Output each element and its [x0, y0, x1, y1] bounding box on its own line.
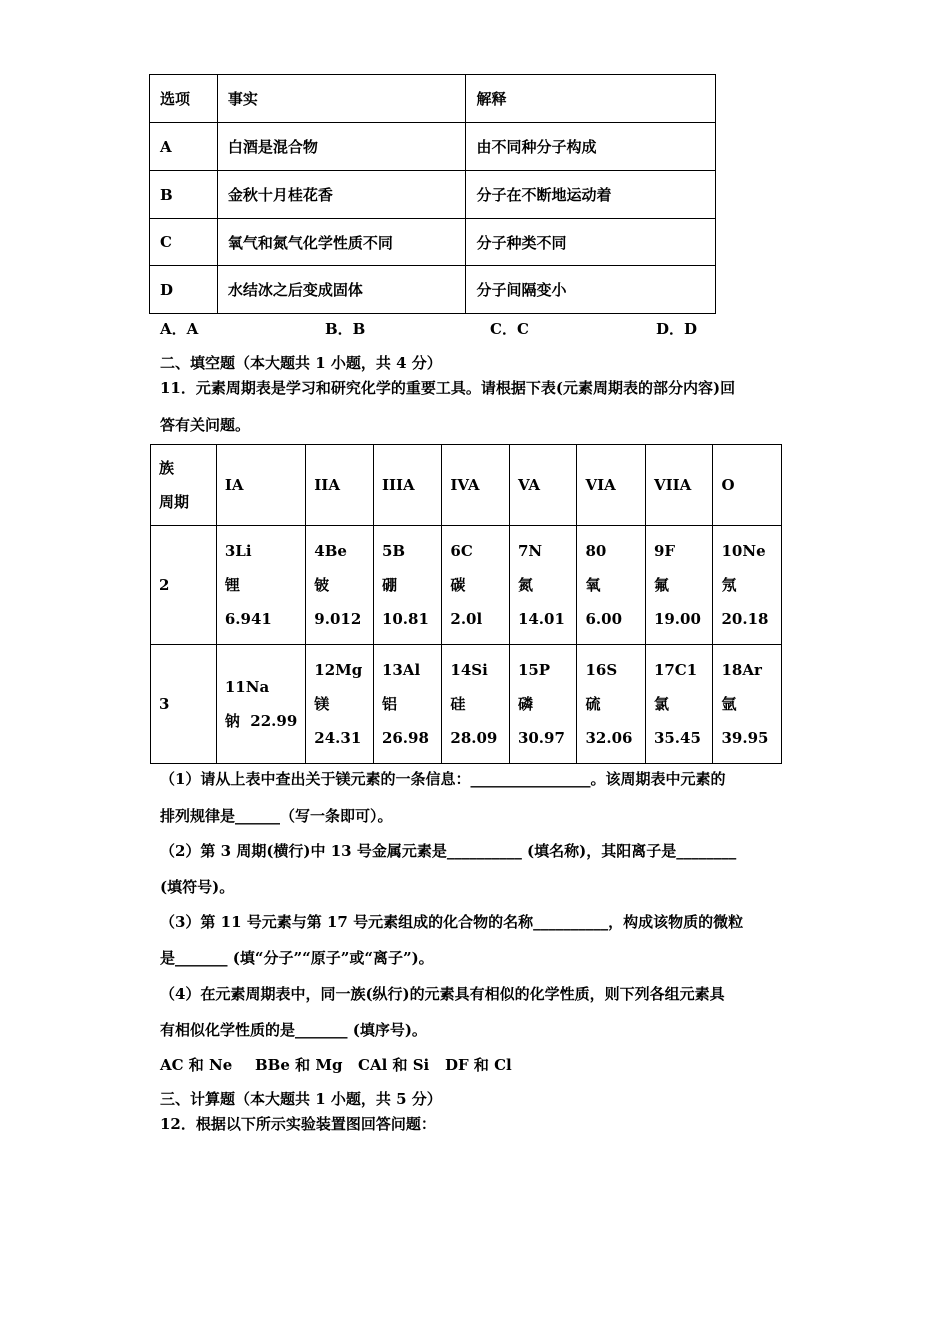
section3-title: 三、计算题（本大题共 1 小题，共 5 分）: [160, 1090, 442, 1108]
element-name: 氟: [653, 576, 669, 594]
sub-question-4-line1: （4）在元素周期表中，同一族(纵行)的元素具有相似的化学性质，则下列各组元素具: [160, 985, 725, 1003]
option-cell: D: [150, 266, 218, 314]
element-symbol: 9F: [653, 542, 676, 560]
element-symbol: 11Na: [224, 678, 270, 696]
fact-cell: 金秋十月桂花香: [217, 171, 466, 219]
element-name: 碳: [450, 576, 466, 594]
corner-period-label: 周期: [159, 493, 190, 511]
element-mass: 35.45: [653, 729, 701, 747]
table-row: [150, 171, 716, 219]
element-cell: [442, 526, 510, 645]
element-symbol: 5B: [381, 542, 406, 560]
choice-a: AC 和 Ne: [160, 1056, 233, 1074]
element-name: 氯: [653, 695, 669, 713]
element-name: 硅: [450, 695, 466, 713]
explanation-cell: 由不同种分子构成: [466, 123, 716, 171]
header-explanation: 解释: [466, 75, 716, 123]
element-symbol: 13Al: [381, 661, 421, 679]
element-symbol: 18Ar: [721, 661, 762, 679]
corner-group-label: 族: [159, 459, 175, 477]
q11-stem-line2: 答有关问题。: [160, 416, 251, 434]
element-cell: [713, 645, 782, 764]
element-name: 铍: [314, 576, 330, 594]
element-name: 铝: [381, 695, 397, 713]
element-name: 硫: [585, 695, 601, 713]
table-header-row: [150, 75, 716, 123]
header-option: 选项: [150, 75, 218, 123]
option-a: A．A: [160, 320, 199, 338]
group-header: IVA: [442, 445, 510, 526]
periodic-table: [150, 444, 782, 764]
option-cell: C: [150, 219, 218, 266]
element-mass: 20.18: [721, 610, 769, 628]
element-mass: 6.941: [224, 610, 272, 628]
sub-question-3-line1: （3）第 11 号元素与第 17 号元素组成的化合物的名称__________，构成该物质的微粒: [160, 913, 744, 931]
choice-c: CAl 和 Si: [358, 1056, 430, 1074]
fact-cell: 白酒是混合物: [217, 123, 466, 171]
period-row: [151, 645, 782, 764]
element-symbol: 3Li: [224, 542, 252, 560]
element-cell: [442, 645, 510, 764]
q11-stem-line1: 11．元素周期表是学习和研究化学的重要工具。请根据下表(元素周期表的部分内容)回: [160, 379, 736, 397]
element-name: 镁: [314, 695, 330, 713]
element-cell: [509, 645, 577, 764]
choice-b: BBe 和 Mg: [255, 1056, 343, 1074]
fact-cell: 氧气和氮气化学性质不同: [217, 219, 466, 266]
element-mass: 28.09: [450, 729, 498, 747]
element-mass: 14.01: [517, 610, 565, 628]
element-symbol: 10Ne: [721, 542, 766, 560]
explanation-cell: 分子种类不同: [466, 219, 716, 266]
element-mass: 6.00: [585, 610, 623, 628]
explanation-cell: 分子间隔变小: [466, 266, 716, 314]
period-row: [151, 526, 782, 645]
element-mass: 10.81: [381, 610, 429, 628]
element-cell: [216, 526, 305, 645]
table-row: [150, 219, 716, 266]
element-mass: 39.95: [721, 729, 769, 747]
group-header: O: [713, 445, 782, 526]
header-fact: 事实: [217, 75, 466, 123]
element-symbol: 6C: [450, 542, 473, 560]
group-header-row: [151, 445, 782, 526]
option-c: C．C: [490, 320, 529, 338]
element-symbol: 4Be: [314, 542, 347, 560]
element-mass: 26.98: [381, 729, 429, 747]
option-cell: A: [150, 123, 218, 171]
explanation-cell: 分子在不断地运动着: [466, 171, 716, 219]
element-cell: [373, 526, 441, 645]
element-cell: [373, 645, 441, 764]
element-cell: [713, 526, 782, 645]
element-cell: [509, 526, 577, 645]
sub-question-1-line1: （1）请从上表中查出关于镁元素的一条信息：________________。该周期表中元素的: [160, 770, 726, 788]
element-name: 氩: [721, 695, 737, 713]
element-cell: [216, 645, 305, 764]
element-mass: 30.97: [517, 729, 565, 747]
sub-question-2-line1: （2）第 3 周期(横行)中 13 号金属元素是__________ (填名称)，其阳离子是________: [160, 842, 737, 860]
element-name: 磷: [517, 695, 533, 713]
element-name: 锂: [224, 576, 240, 594]
group-header: IIIA: [373, 445, 441, 526]
element-cell: [645, 526, 713, 645]
group-header: IIA: [306, 445, 374, 526]
sub-question-3-line2: 是_______ (填“分子”“原子”或“离子”)。: [160, 949, 434, 967]
element-symbol: 16S: [585, 661, 618, 679]
element-mass: 24.31: [314, 729, 362, 747]
element-cell: [645, 645, 713, 764]
sub-question-1-line2: 排列规律是______（写一条即可）。: [160, 807, 393, 825]
element-cell: [306, 526, 374, 645]
option-d: D．D: [656, 320, 698, 338]
group-header: IA: [216, 445, 305, 526]
q12-stem: 12．根据以下所示实验装置图回答问题：: [160, 1115, 436, 1133]
facts-explanation-table: [149, 74, 716, 314]
element-name: 氖: [721, 576, 737, 594]
element-cell: [306, 645, 374, 764]
element-mass: 2.0l: [450, 610, 483, 628]
element-symbol: 12Mg: [314, 661, 363, 679]
element-mass: 32.06: [585, 729, 633, 747]
element-cell: [577, 645, 645, 764]
element-cell: [577, 526, 645, 645]
element-name: 氧: [585, 576, 601, 594]
option-cell: B: [150, 171, 218, 219]
corner-cell: [151, 445, 217, 526]
element-mass: 19.00: [653, 610, 701, 628]
sub-question-4-line2: 有相似化学性质的是_______ (填序号)。: [160, 1021, 427, 1039]
element-symbol: 15P: [517, 661, 551, 679]
element-name: 氮: [517, 576, 533, 594]
choice-d: DF 和 Cl: [445, 1056, 512, 1074]
element-symbol: 17C1: [653, 661, 698, 679]
element-symbol: 14Si: [450, 661, 488, 679]
table-row: [150, 123, 716, 171]
fact-cell: 水结冰之后变成固体: [217, 266, 466, 314]
group-header: VA: [509, 445, 577, 526]
group-header: VIA: [577, 445, 645, 526]
element-mass: 9.012: [314, 610, 362, 628]
period-label: 2: [151, 526, 217, 645]
option-b: B．B: [325, 320, 366, 338]
element-symbol: 80: [585, 542, 607, 560]
element-name: 硼: [381, 576, 397, 594]
period-label: 3: [151, 645, 217, 764]
element-name-mass: 钠 22.99: [224, 712, 298, 730]
table-row: [150, 266, 716, 314]
sub-question-2-line2: (填符号)。: [160, 878, 235, 896]
group-header: VIIA: [645, 445, 713, 526]
element-symbol: 7N: [517, 542, 543, 560]
section2-title: 二、填空题（本大题共 1 小题，共 4 分）: [160, 354, 442, 372]
